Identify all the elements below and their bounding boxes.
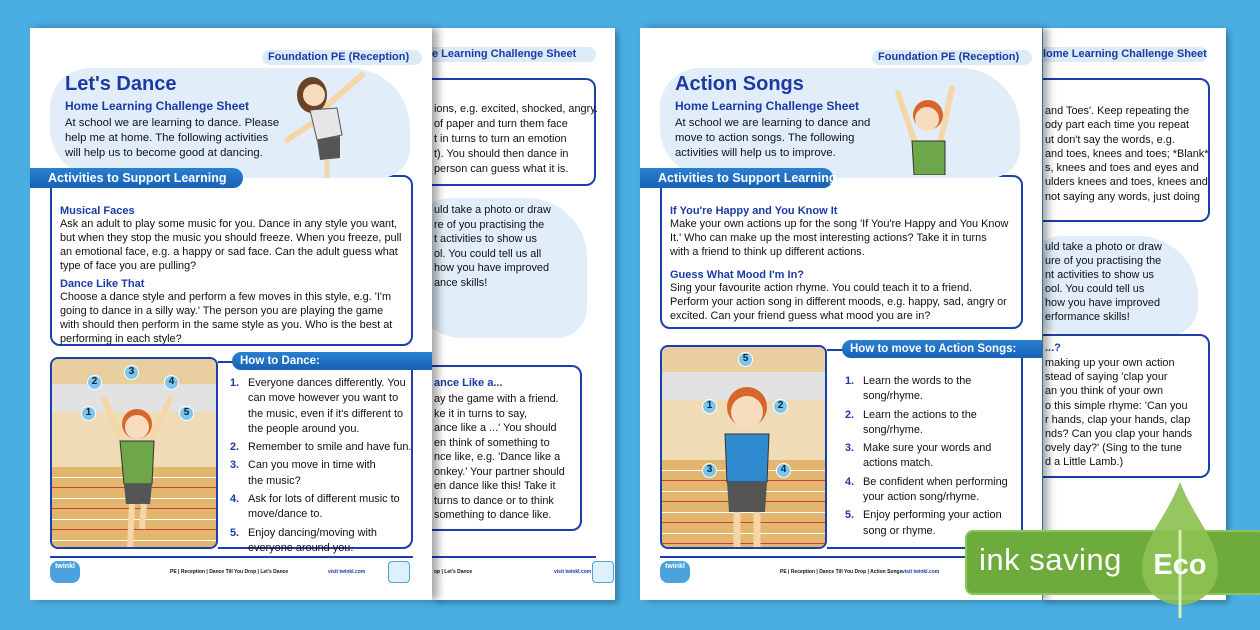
text-line: At school we are learning to dance and (675, 117, 871, 129)
text-line: uld take a photo or draw (1045, 241, 1162, 253)
activity-text (670, 217, 1021, 259)
text-line: how you have improved (434, 262, 550, 274)
footer-divider (50, 556, 413, 558)
text-line: Everyone dances differently. You (248, 377, 406, 389)
footer-text: PE | Reception | Dance Till You Drop | Action Songs (780, 569, 903, 575)
text-line: re of you practising the (434, 218, 545, 231)
text-line: nds? Can you clap your hands (1045, 428, 1193, 441)
text-line: Perform your action song in different moods, e.g. happy, sad, angry or (670, 296, 1007, 308)
text-line: o this simple rhyme: 'Can you (1045, 399, 1188, 412)
text-line: Remember to smile and have fun. (248, 441, 412, 454)
text-line: At school we are learning to dance. Please (65, 117, 280, 129)
activities-box (50, 175, 413, 346)
step-text (248, 492, 400, 523)
text-line: your action song/rhyme. (863, 491, 980, 504)
step-text (248, 526, 377, 557)
eco-label: Eco (1153, 549, 1207, 581)
back-box-text (1045, 104, 1208, 204)
how-to-tab: How to Dance: (232, 352, 432, 370)
text-line: t in turns to turn an emotion (434, 133, 567, 145)
activity-text (60, 217, 411, 273)
eco-leaf-icon (1140, 480, 1220, 620)
text-line: everyone around you. (248, 541, 354, 554)
text-line: with a friend to think up different actions. (670, 246, 865, 258)
step-text (248, 440, 411, 455)
text-line: activities will help us to improve. (675, 147, 836, 159)
text-line: Learn the actions to the (863, 408, 977, 421)
page-title: Action Songs (675, 73, 804, 95)
text-line: erformance skills! (1045, 311, 1130, 323)
activity-text (60, 290, 411, 346)
activity-text (670, 281, 1021, 323)
text-line: song/rhyme. (863, 423, 923, 436)
marker-2: 2 (773, 399, 788, 414)
text-line: help me at home. The following activities (65, 132, 269, 144)
front-page-lets-dance (30, 28, 432, 600)
marker-5: 5 (179, 406, 194, 421)
back-evidence-text (434, 203, 551, 290)
text-line: ool. You could tell us (1045, 283, 1145, 295)
step-item (845, 374, 1008, 405)
back-box2-text (1045, 356, 1192, 470)
back-header: lome Learning Challenge Sheet (1043, 47, 1207, 62)
back-activity-box (432, 78, 596, 186)
text-line: en think of something to (434, 436, 550, 449)
step-item (845, 441, 1008, 472)
text-line: d a Little Lamb.) (1045, 456, 1124, 469)
step-item (230, 458, 411, 489)
text-line: ol. You could tell us all (434, 247, 542, 260)
text-line: move/dance to. (248, 508, 323, 521)
marker-5: 5 (738, 352, 753, 367)
text-line: en dance like this! Take it (434, 480, 556, 492)
back-activity-box-2 (1043, 334, 1210, 478)
marker-3: 3 (124, 365, 139, 380)
step-number: 4. (845, 475, 855, 488)
text-line: the music? (248, 474, 301, 487)
text-line: t activities to show us (434, 233, 537, 245)
text-line: type of face you are pulling? (60, 260, 197, 272)
text-line: how you have improved (1045, 297, 1161, 309)
footer-divider (432, 556, 596, 558)
text-line: Sing your favourite action rhyme. You could teach it to a friend. (670, 282, 973, 294)
dancing-child-illustration (92, 379, 182, 549)
text-line: move to action songs. The following (675, 132, 855, 144)
activities-box (660, 175, 1023, 329)
marker-3: 3 (702, 463, 717, 478)
back-page-lets-dance (432, 28, 615, 600)
step-number: 5. (230, 526, 240, 539)
text-line: excited. Can your friend guess what mood you are in? (670, 310, 931, 322)
steps-list (845, 374, 1008, 542)
text-line: an you think of your own (1045, 385, 1164, 398)
text-line: making up your own action (1045, 357, 1175, 369)
text-line: Enjoy performing your action (863, 509, 1002, 522)
back-activity-box-2 (432, 365, 582, 531)
text-line: onkey.' Your partner should (434, 465, 565, 478)
step-number: 2. (230, 441, 240, 454)
footer-text: PE | Reception | Dance Till You Drop | Let's Dance (170, 569, 289, 575)
text-line: Can you move in time with (248, 459, 376, 472)
step-item (230, 376, 411, 437)
activity-heading: Guess What Mood I'm In? (670, 269, 805, 281)
text-line: Be confident when performing (863, 475, 1008, 488)
back-header: e Learning Challenge Sheet (432, 47, 596, 62)
activity-heading: Dance Like That (60, 278, 145, 290)
how-to-tab: How to move to Action Songs: (842, 340, 1042, 358)
dancing-girl-illustration (282, 70, 372, 180)
text-line: ut don't say the words, e.g. (1045, 133, 1175, 146)
back-evidence-text (1045, 240, 1162, 324)
text-line: ance skills! (434, 276, 488, 289)
text-line: Ask an adult to play some music for you. Dance in any style you want, (60, 218, 398, 230)
text-line: song or rhyme. (863, 524, 936, 537)
text-line: t). You should then dance in (434, 148, 569, 160)
step-number: 5. (845, 509, 855, 522)
header-pill: Foundation PE (Reception) (262, 50, 422, 65)
marker-4: 4 (164, 375, 179, 390)
text-line: Ask for lots of different music to (248, 493, 400, 506)
back-box2-heading: ance Like a... (434, 377, 503, 389)
back-footer-text: op | Let's Dance (434, 569, 473, 575)
intro-text (675, 116, 870, 161)
quality-badge-icon (388, 561, 410, 583)
text-line: performing in each style? (60, 333, 182, 345)
page-title: Let's Dance (65, 73, 177, 95)
text-line: Make sure your words and (863, 442, 992, 455)
text-line: with should then perform in the same style as you. Who is the best at (60, 319, 393, 331)
step-item (230, 492, 411, 523)
activity-heading: If You're Happy and You Know It (670, 205, 838, 217)
text-line: person can guess what it is. (434, 163, 569, 175)
page-subtitle: Home Learning Challenge Sheet (675, 99, 860, 113)
step-number: 3. (230, 459, 240, 472)
steps-list (230, 376, 411, 559)
text-line: nce like, e.g. 'Dance like a (434, 451, 561, 463)
step-number: 2. (845, 408, 855, 421)
activities-tab: Activities to Support Learning (640, 168, 833, 188)
text-line: nt activities to show us (1045, 269, 1154, 281)
text-line: s, knees and toes and eyes and (1045, 162, 1199, 175)
page-subtitle: Home Learning Challenge Sheet (65, 99, 250, 113)
step-text (863, 441, 991, 472)
text-line: ay the game with a friend. (434, 393, 559, 405)
marker-2: 2 (87, 375, 102, 390)
text-line: r hands, clap your hands, clap (1045, 413, 1191, 426)
back-box2-heading: ...? (1045, 342, 1061, 354)
step-text (863, 408, 977, 439)
text-line: ulders knees and toes, knees and (1045, 176, 1208, 189)
twinkl-logo: twinkl (50, 561, 80, 583)
text-line: It.' Who can make up the most interesting actions? Take it in turns (670, 232, 987, 244)
step-text (248, 376, 406, 437)
step-item (230, 440, 411, 455)
text-line: Make your own actions up for the song 'If You're Happy and You Know (670, 218, 1009, 230)
footer-link[interactable]: visit twinkl.com (902, 569, 940, 575)
front-page-action-songs (640, 28, 1042, 600)
back-footer-link[interactable]: visit twinkl.com (554, 569, 592, 575)
sports-hall-illustration (660, 345, 827, 549)
text-line: and toes, knees and toes; *Blank* (1045, 147, 1209, 160)
step-text (863, 374, 971, 405)
step-number: 1. (845, 375, 855, 387)
text-line: the people around you. (248, 422, 360, 435)
step-number: 1. (230, 377, 240, 389)
text-line: Enjoy dancing/moving with (248, 526, 377, 539)
marker-4: 4 (776, 463, 791, 478)
quality-badge-icon (592, 561, 614, 583)
text-line: not saying any words, just doing (1045, 190, 1200, 203)
text-line: actions match. (863, 457, 934, 470)
ink-saving-label: ink saving (979, 542, 1122, 577)
text-line: going to dance in a silly way.' The person you are playing the game (60, 305, 384, 317)
step-text (863, 475, 1008, 506)
marker-1: 1 (81, 406, 96, 421)
step-number: 3. (845, 442, 855, 455)
text-line: an emotional face, e.g. a happy or sad face. Can the adult guess what (60, 246, 398, 258)
text-line: stead of saying 'clap your (1045, 371, 1168, 384)
activity-heading: Musical Faces (60, 205, 135, 217)
text-line: ance like a ...' You should (434, 422, 557, 434)
text-line: but when they stop the music you should freeze. When you freeze, pull (60, 232, 402, 244)
text-line: song/rhyme. (863, 390, 923, 403)
twinkl-logo: twinkl (660, 561, 690, 583)
header-pill: Foundation PE (Reception) (872, 50, 1032, 65)
step-item (230, 526, 411, 557)
text-line: turns to dance or to think (434, 494, 554, 507)
step-number: 4. (230, 493, 240, 506)
boy-arms-up-illustration (890, 83, 965, 175)
text-line: something to dance like. (434, 509, 552, 521)
activities-tab: Activities to Support Learning (30, 168, 243, 188)
step-text (248, 458, 376, 489)
footer-link[interactable]: visit twinkl.com (328, 569, 366, 575)
back-box-text (434, 102, 598, 177)
step-item (845, 408, 1008, 439)
text-line: ovely day?' (Sing to the tune (1045, 442, 1183, 455)
text-line: and Toes'. Keep repeating the (1045, 105, 1190, 117)
text-line: can move however you want to (248, 392, 399, 405)
marker-1: 1 (702, 399, 717, 414)
text-line: ody part each time you repeat (1045, 119, 1190, 132)
text-line: ions, e.g. excited, shocked, angry. (434, 103, 598, 115)
back-activity-box (1043, 78, 1210, 222)
back-box2-text (434, 392, 565, 523)
sports-hall-illustration (50, 357, 218, 549)
text-line: will help us to become good at dancing. (65, 147, 263, 159)
intro-text (65, 116, 279, 161)
text-line: uld take a photo or draw (434, 204, 551, 216)
text-line: ke it in turns to say, (434, 407, 528, 420)
text-line: the music, even if it's different to (248, 407, 404, 420)
text-line: of paper and turn them face (434, 118, 568, 130)
text-line: Learn the words to the (863, 375, 972, 387)
text-line: ure of you practising the (1045, 255, 1162, 267)
step-item (845, 475, 1008, 506)
text-line: Choose a dance style and perform a few moves in this style, e.g. 'I'm (60, 291, 392, 303)
